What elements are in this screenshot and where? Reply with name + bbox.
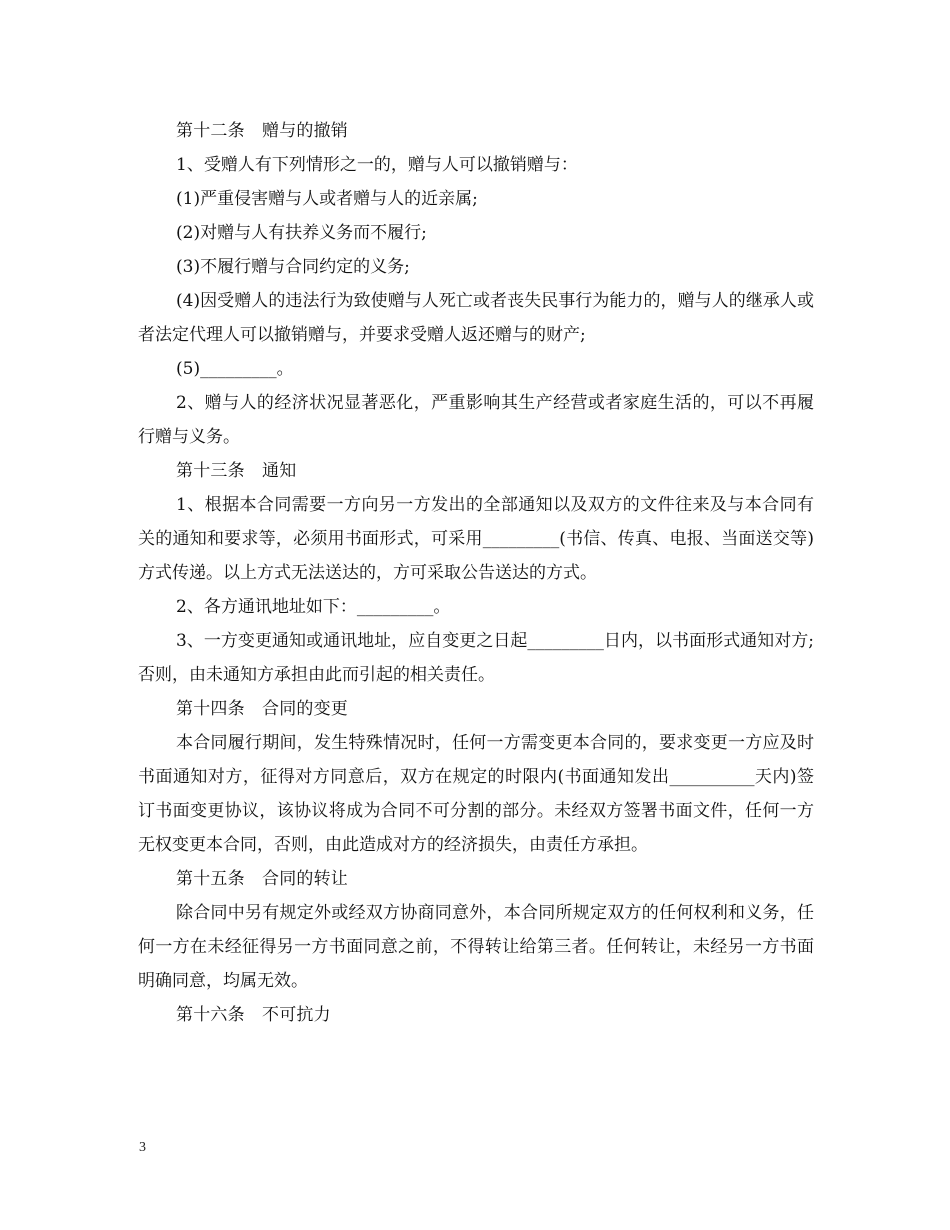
paragraph: (5)_________。 bbox=[176, 359, 294, 379]
paragraph: 本合同履行期间，发生特殊情况时，任何一方需变更本合同的，要求变更一方应及时书面通知对方，征得对方同意后，双方在规定的时限内(书面通知发出__________天内)签订书面变更协议，该协议将成为合同不可分割的部分。未经双方签署书面文件，任何一方无权变更本合同，否则，由此造成对方的经济损失，由责任方承担。 bbox=[138, 733, 814, 855]
article-12-heading: 第十二条 赠与的撤销 bbox=[176, 121, 348, 141]
paragraph: 除合同中另有规定外或经双方协商同意外，本合同所规定双方的任何权利和义务，任何一方在未经征得另一方书面同意之前，不得转让给第三者。任何转让，未经另一方书面明确同意，均属无效。 bbox=[138, 903, 814, 991]
paragraph: (4)因受赠人的违法行为致使赠与人死亡或者丧失民事行为能力的，赠与人的继承人或者法定代理人可以撤销赠与，并要求受赠人返还赠与的财产; bbox=[138, 291, 814, 345]
paragraph: (3)不履行赠与合同约定的义务; bbox=[176, 257, 410, 277]
paragraph: 2、赠与人的经济状况显著恶化，严重影响其生产经营或者家庭生活的，可以不再履行赠与义务。 bbox=[138, 393, 814, 447]
article-15-heading: 第十五条 合同的转让 bbox=[176, 869, 348, 889]
paragraph: 1、根据本合同需要一方向另一方发出的全部通知以及双方的文件往来及与本合同有关的通知和要求等，必须用书面形式，可采用_________(书信、传真、电报、当面送交等)方式传递。以上方式无法送达的，方可采取公告送达的方式。 bbox=[138, 495, 814, 583]
document-body bbox=[138, 114, 814, 1032]
article-13-heading: 第十三条 通知 bbox=[176, 461, 297, 481]
page-number: 3 bbox=[139, 1140, 146, 1155]
paragraph: (1)严重侵害赠与人或者赠与人的近亲属; bbox=[176, 189, 478, 209]
paragraph: (2)对赠与人有扶养义务而不履行; bbox=[176, 223, 427, 243]
paragraph: 1、受赠人有下列情形之一的，赠与人可以撤销赠与： bbox=[176, 155, 578, 175]
article-16-heading: 第十六条 不可抗力 bbox=[176, 1005, 331, 1025]
paragraph: 3、一方变更通知或通讯地址，应自变更之日起_________日内，以书面形式通知对方;否则，由未通知方承担由此而引起的相关责任。 bbox=[138, 631, 814, 685]
paragraph: 2、各方通讯地址如下：_________。 bbox=[176, 597, 451, 617]
article-14-heading: 第十四条 合同的变更 bbox=[176, 699, 348, 719]
